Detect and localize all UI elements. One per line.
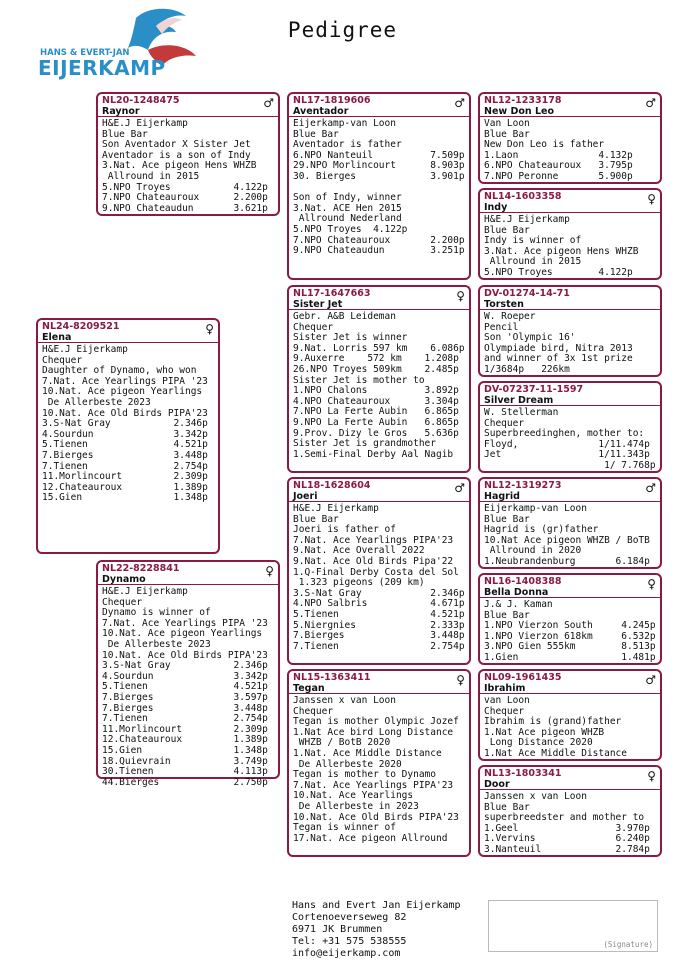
bird-header xyxy=(480,479,660,502)
logo-name: EIJERKAMP xyxy=(38,56,166,80)
bird-name: Sister Jet xyxy=(293,299,343,310)
bird-header xyxy=(98,562,278,585)
bird-name: Dynamo xyxy=(102,574,146,585)
ring-number: NL15-1363411 xyxy=(293,672,371,683)
bird-header xyxy=(98,94,278,117)
bird-card xyxy=(478,669,662,761)
ring-number: NL18-1628604 xyxy=(293,480,371,491)
bird-details: Van Loon Blue Bar New Don Leo is father 1.Laon 4.132p 6.NPO Chateauroux 3.795p 7.NPO Peronne 5.900p xyxy=(484,118,633,182)
bird-details: Janssen x van Loon Chequer Tegan is mother Olympic Jozef 1.Nat Ace bird Long Distance WHZB / BotB 2020 1.Nat. Ace Middle Distance De Allerbeste 2020 Tegan is mother to Dynamo 7.Nat. Ace Yearlings PIPA'23 10.Nat. Ace Yearlings De Allerbeste in 2023 10.Nat. Ace Old Birds PIPA'23 Tegan is winner of 17.Nat. Ace pigeon Allround xyxy=(293,695,459,844)
bird-name: Door xyxy=(484,779,510,790)
bird-name: Ibrahim xyxy=(484,683,526,694)
female-icon: ♀ xyxy=(456,673,465,687)
bird-details: Eijerkamp-van Loon Blue Bar Hagrid is (gr)father 10.Nat Ace pigeon WHZB / BoTB Allround in 2020 1.Neubrandenburg 6.184p xyxy=(484,503,650,567)
ring-number: NL17-1647663 xyxy=(293,288,371,299)
ring-number: NL12-1319273 xyxy=(484,480,562,491)
signature-label: (Signature) xyxy=(603,940,653,949)
ring-number: NL24-8209521 xyxy=(42,321,120,332)
bird-details: Eijerkamp-van Loon Blue Bar Aventador is father 6.NPO Nanteuil 7.509p 29.NPO Morlincourt 8.903p 30. Bierges 3.901p Son of Indy, winner 3.Nat. ACE Hen 2015 Allround Nederland 5.NPO Troyes 4.122p 7.NPO Chateauroux 2.200p 9.NPO Chateaudun 3.251p xyxy=(293,118,465,257)
female-icon: ♀ xyxy=(265,564,274,578)
logo xyxy=(36,4,206,84)
bird-details: H&E.J Eijerkamp Blue Bar Son Aventador X Sister Jet Aventador is a son of Indy 3.Nat. Ace pigeon Hens WHZB Allround in 2015 5.NPO Troyes 4.122p 7.NPO Chateauroux 2.200p 9.NPO Chateaudun 3.621p xyxy=(102,118,268,214)
bird-card xyxy=(96,560,280,788)
bird-details: H&E.J Eijerkamp Blue Bar Indy is winner of 3.Nat. Ace pigeon Hens WHZB Allround in 2015 5.NPO Troyes 4.122p xyxy=(484,214,639,278)
bird-header xyxy=(480,767,660,790)
breeder-address: Hans and Evert Jan Eijerkamp Cortenoeverseweg 82 6971 JK Brummen Tel: +31 575 538555 info@eijerkamp.com xyxy=(292,900,461,959)
male-icon: ♂ xyxy=(454,481,465,495)
bird-details: van Loon Chequer Ibrahim is (grand)father 1.Nat Ace pigeon WHZB Long Distance 2020 1.Nat Ace Middle Distance xyxy=(484,695,627,759)
ring-number: DV-07237-11-1597 xyxy=(484,384,584,395)
female-icon: ♀ xyxy=(647,192,656,206)
male-icon: ♂ xyxy=(645,481,656,495)
bird-card xyxy=(287,477,471,665)
bird-card xyxy=(478,285,662,377)
bird-name: Raynor xyxy=(102,106,140,117)
ring-number: NL13-1803341 xyxy=(484,768,562,779)
bird-details: H&E.J Eijerkamp Chequer Daughter of Dynamo, who won 7.Nat. Ace Yearlings PIPA '23 10.Nat. Ace pigeon Yearlings De Allerbeste 2023 10.Nat. Ace Old Birds PIPA'23 3.S-Nat Gray 2.346p 4.Sourdun 3.342p 5.Tienen 4.521p 7.Bierges 3.448p 7.Tienen 2.754p 11.Morlincourt 2.309p 12.Chateauroux 1.389p 15.Gien 1.348p xyxy=(42,344,208,504)
bird-details: Gebr. A&B Leideman Chequer Sister Jet is winner 9.Nat. Lorris 597 km 6.086p 9.Auxerre 572 km 1.208p 26.NPO Troyes 509km 2.485p Sister Jet is mother to 1.NPO Chalons 3.892p 4.NPO Chateauroux 3.304p 7.NPO La Ferte Aubin 6.865p 9.NPO La Ferte Aubin 6.865p 9.Prov. Dizy le Gros 5.636p Sister Jet is grandmother 1.Semi-Final Derby Aal Nagib xyxy=(293,311,465,460)
male-icon: ♂ xyxy=(645,673,656,687)
bird-header xyxy=(38,320,218,343)
bird-header xyxy=(480,190,660,213)
bird-name: Hagrid xyxy=(484,491,520,502)
bird-header xyxy=(480,671,660,694)
ring-number: DV-01274-14-71 xyxy=(484,288,570,299)
bird-header xyxy=(480,383,660,406)
bird-card xyxy=(287,92,471,280)
bird-details: H&E.J Eijerkamp Blue Bar Joeri is father of 7.Nat. Ace Yearlings PIPA'23 9.Nat. Ace Overall 2022 9.Nat. Ace Old Birds Pipa'22 1.Q-Final Derby Costa del Sol 1.323 pigeons (209 km) 3.S-Nat Gray 2.346p 4.NPO Salbris 4.671p 5.Tienen 4.521p 5.Niergnies 2.333p 7.Bierges 3.448p 7.Tienen 2.754p xyxy=(293,503,465,652)
bird-name: New Don Leo xyxy=(484,106,554,117)
bird-card xyxy=(287,669,471,857)
bird-header xyxy=(480,575,660,598)
bird-header xyxy=(480,287,660,310)
bird-name: Elena xyxy=(42,332,72,343)
bird-name: Tegan xyxy=(293,683,325,694)
bird-card xyxy=(478,188,662,280)
bird-card xyxy=(478,573,662,665)
bird-name: Aventador xyxy=(293,106,349,117)
ring-number: NL12-1233178 xyxy=(484,95,562,106)
ring-number: NL16-1408388 xyxy=(484,576,562,587)
male-icon: ♂ xyxy=(645,96,656,110)
male-icon: ♂ xyxy=(454,96,465,110)
bird-details: W. Stellerman Chequer Superbreedinghen, mother to: Floyd, 1/11.474p Jet 1/11.343p 1/ 7.768p xyxy=(484,407,656,471)
signature-box xyxy=(488,900,658,952)
bird-details: W. Roeper Pencil Son 'Olympic 16' Olympiade bird, Nitra 2013 and winner of 3x 1st prize 1/3684p 226km xyxy=(484,311,633,375)
bird-card xyxy=(36,318,220,554)
ring-number: NL09-1961435 xyxy=(484,672,562,683)
bird-details: Janssen x van Loon Blue Bar superbreedster and mother to 1.Geel 3.970p 1.Vervins 6.240p 3.Nanteuil 2.784p xyxy=(484,791,650,855)
logo-subtitle: HANS & EVERT-JAN xyxy=(40,48,130,58)
male-icon: ♂ xyxy=(263,96,274,110)
bird-card xyxy=(287,285,471,473)
bird-name: Indy xyxy=(484,202,508,213)
bird-name: Bella Donna xyxy=(484,587,549,598)
ring-number: NL22-8228841 xyxy=(102,563,180,574)
bird-details: J.& J. Kaman Blue Bar 1.NPO Vierzon South 4.245p 1.NPO Vierzon 618km 6.532p 3.NPO Gien 555km 8.513p 1.Gien 1.481p xyxy=(484,599,656,663)
ring-number: NL17-1819606 xyxy=(293,95,371,106)
bird-header xyxy=(289,671,469,694)
bird-header xyxy=(289,287,469,310)
female-icon: ♀ xyxy=(456,289,465,303)
bird-name: Joeri xyxy=(293,491,318,502)
bird-header xyxy=(289,94,469,117)
female-icon: ♀ xyxy=(647,769,656,783)
bird-header xyxy=(289,479,469,502)
page-title: Pedigree xyxy=(287,18,398,42)
female-icon: ♀ xyxy=(647,577,656,591)
bird-card xyxy=(478,92,662,184)
ring-number: NL20-1248475 xyxy=(102,95,180,106)
bird-card xyxy=(478,381,662,473)
bird-card xyxy=(478,477,662,569)
bird-card xyxy=(478,765,662,857)
bird-header xyxy=(480,94,660,117)
bird-name: Torsten xyxy=(484,299,524,310)
bird-details: H&E.J Eijerkamp Chequer Dynamo is winner of 7.Nat. Ace Yearlings PIPA '23 10.Nat. Ace pigeon Yearlings De Allerbeste 2023 10.Nat. Ace Old Birds PIPA'23 3.S-Nat Gray 2.346p 4.Sourdun 3.342p 5.Tienen 4.521p 7.Bierges 3.597p 7.Bierges 3.448p 7.Tienen 2.754p 11.Morlincourt 2.309p 12.Chateauroux 1.389p 15.Gien 1.348p 18.Quievrain 3.749p 30.Tienen 4.113p 44.Bierges 2.750p xyxy=(102,586,268,788)
bird-card xyxy=(96,92,280,216)
ring-number: NL14-1603358 xyxy=(484,191,562,202)
female-icon: ♀ xyxy=(205,322,214,336)
bird-name: Silver Dream xyxy=(484,395,554,406)
